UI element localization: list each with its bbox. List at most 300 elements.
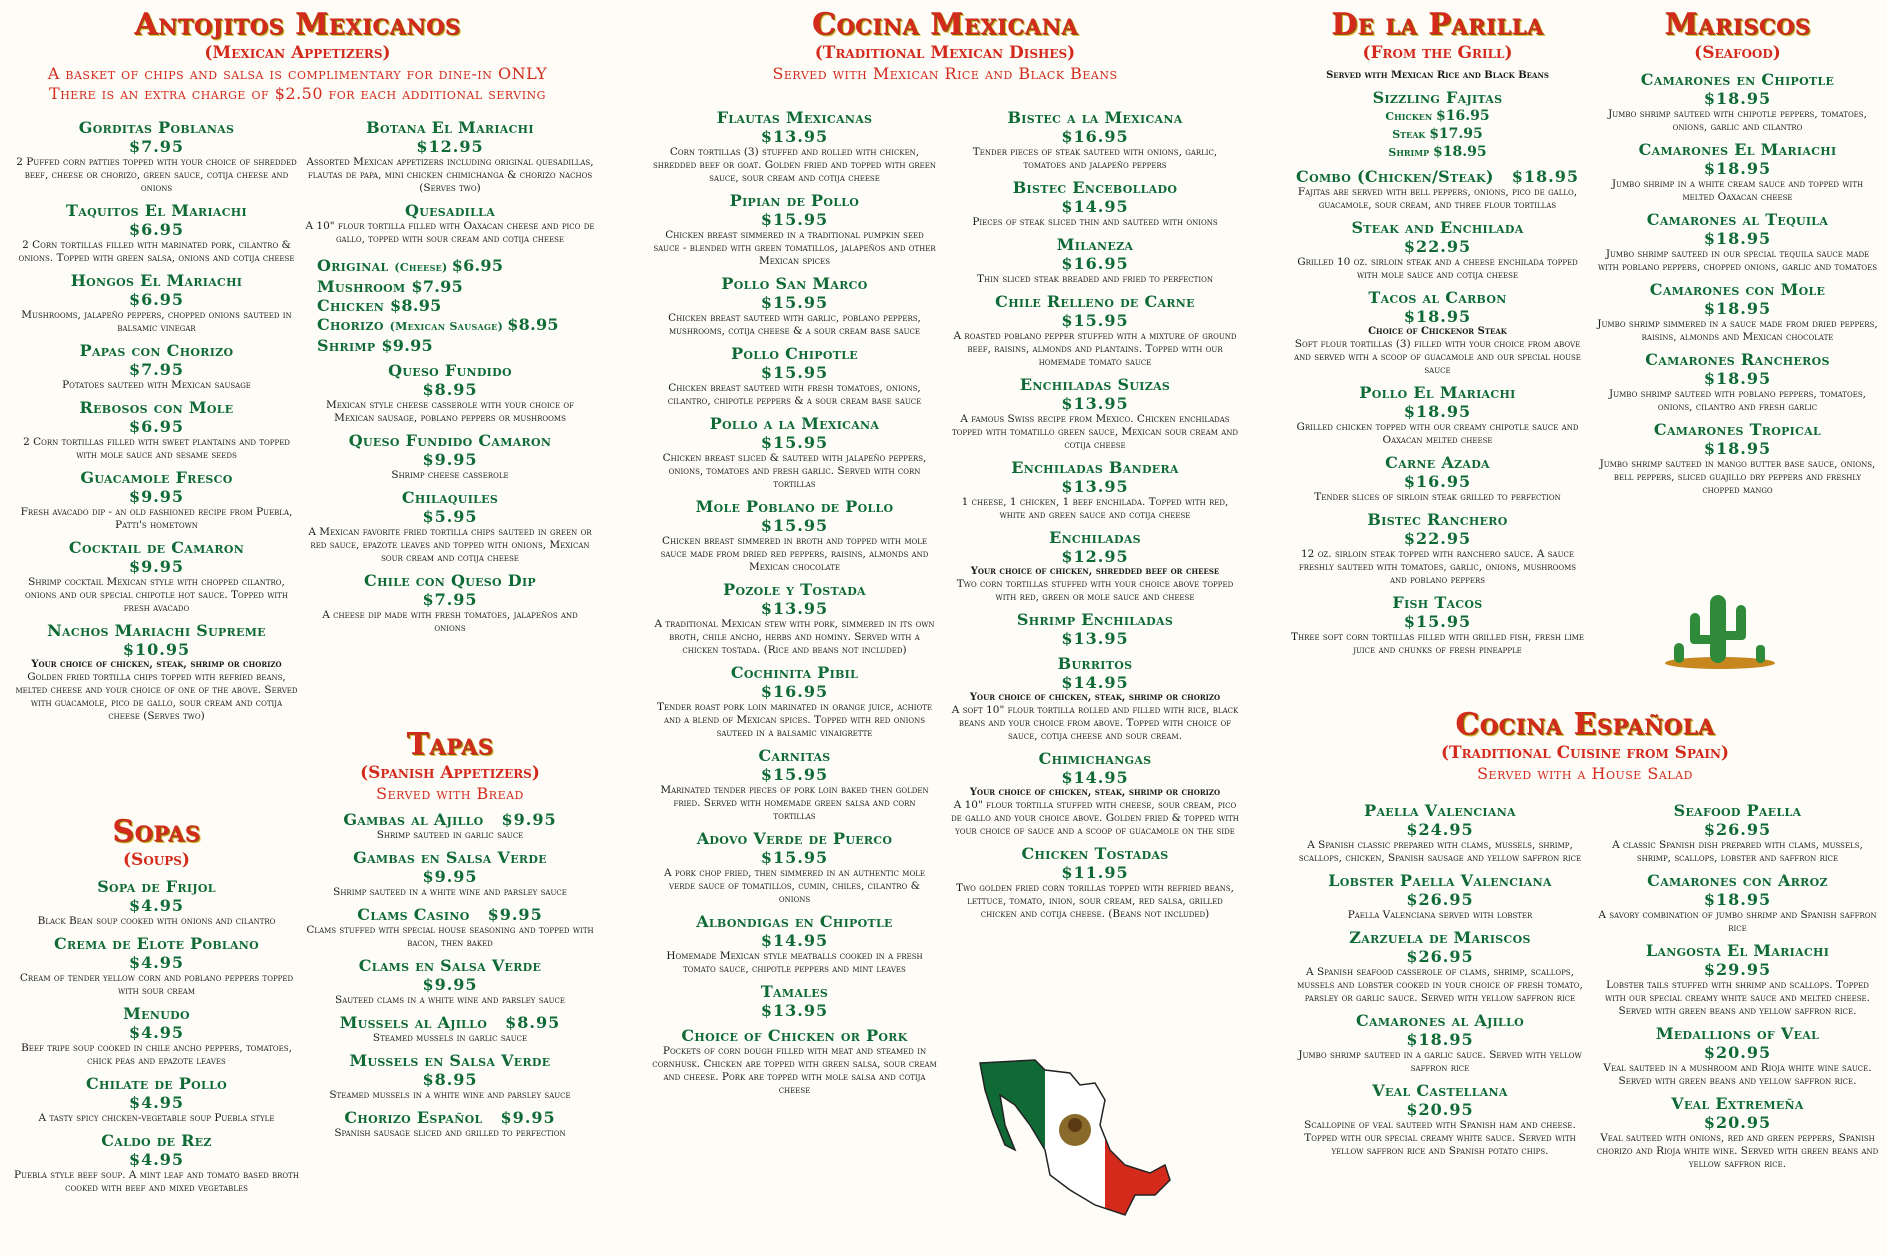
item-name: Queso Fundido: [388, 361, 512, 380]
quesadilla-option: [317, 315, 595, 336]
tapas-section: [305, 728, 595, 1140]
option-name: Original: [317, 256, 395, 275]
menu-item: [14, 877, 299, 928]
antojitos-right-column: [305, 112, 595, 635]
item-name: Chimichangas: [1038, 749, 1152, 768]
item-price: $18.95: [1703, 229, 1772, 248]
item-price: $8.95: [505, 1013, 561, 1032]
menu-item: [305, 571, 595, 635]
antojitos-note-1: A basket of chips and salsa is complimentary for dine-in ONLY: [47, 64, 548, 83]
menu-item: [1595, 1094, 1880, 1171]
menu-item: [1290, 167, 1585, 212]
item-description: Jumbo shrimp simmered in a sauce made from dried peppers, raisins, almonds and Mexican chocolate: [1597, 318, 1878, 343]
item-price: $26.95: [1703, 820, 1772, 839]
menu-item: [305, 361, 595, 425]
item-description: Tender pieces of steak sauteed with onions, garlic, tomatoes and jalapeño peppers: [972, 146, 1218, 171]
option-price: $8.95: [507, 315, 559, 334]
menu-item: [305, 1013, 595, 1045]
item-price: $13.95: [1061, 477, 1129, 496]
item-price: $13.95: [1061, 394, 1129, 413]
sopas-section: [14, 815, 299, 1195]
item-name: Camarones al Ajillo: [1355, 1011, 1524, 1030]
antojitos-subtitle: (Mexican Appetizers): [204, 43, 391, 63]
item-description: Veal sauteed with onions, red and green peppers, Spanish chorizo and Rioja white wine. Served with green beans and yellow saffron rice.: [1596, 1132, 1879, 1170]
item-price: $13.95: [760, 1001, 829, 1020]
menu-item: [652, 982, 937, 1020]
menu-item: [14, 201, 299, 265]
item-name: Tacos al Carbon: [1368, 288, 1507, 307]
item-description: 12 oz. sirloin steak topped with ranchero sauce. A sauce freshly sauteed with tomatoes, garlic, onions, mushrooms and poblano peppers: [1298, 548, 1577, 586]
item-price: $20.95: [1703, 1113, 1772, 1132]
item-description: Chicken breast sliced & sauteed with jalapeño peppers, onions, tomatoes and fresh garlic. Served with corn tortillas: [662, 452, 927, 490]
item-price: $18.95: [1703, 89, 1772, 108]
item-price: $13.95: [1061, 629, 1129, 648]
item-name: Camarones Tropical: [1653, 420, 1822, 439]
item-description: Paella Valenciana served with lobster: [1347, 909, 1533, 921]
parilla-section: [1290, 8, 1585, 657]
item-name: Mussels al Ajillo: [339, 1013, 488, 1032]
espanola-right-column: [1595, 795, 1880, 1171]
item-price: $11.95: [1061, 863, 1129, 882]
item-name: Pollo San Marco: [721, 274, 868, 293]
item-description: Chicken breast simmered in broth and topped with mole sauce made from dried red peppers, raisins, almonds and Mexican chocolate: [660, 535, 929, 573]
item-price: $6.95: [128, 417, 185, 436]
item-price: $9.95: [487, 905, 543, 924]
item-name: Langosta El Mariachi: [1645, 941, 1830, 960]
item-price: $15.95: [760, 848, 829, 867]
menu-item: [1595, 801, 1880, 865]
item-description: Chicken breast sauteed with garlic, poblano peppers, mushrooms, cotija cheese & a sour cream base sauce: [668, 312, 921, 337]
item-name: Steak and Enchilada: [1351, 218, 1524, 237]
menu-item: [305, 118, 595, 195]
espanola-title: Cocina Española: [1455, 707, 1715, 742]
item-price: $18.95: [1403, 307, 1472, 326]
item-price: $4.95: [128, 1023, 185, 1042]
item-price: $12.95: [416, 137, 484, 156]
menu-item: [1290, 218, 1585, 282]
item-name: Bistec Ranchero: [1367, 510, 1508, 529]
item-name: Shrimp Enchiladas: [1016, 610, 1174, 629]
menu-item: [1595, 210, 1880, 274]
item-price: $26.95: [1406, 890, 1474, 909]
option-price: $16.95: [1436, 108, 1490, 124]
item-name: Tamales: [760, 982, 829, 1001]
menu-item: [14, 398, 299, 462]
item-price: $13.95: [760, 127, 829, 146]
cocina-right-column: [950, 102, 1240, 921]
item-name: Combo (Chicken/Steak): [1296, 167, 1494, 186]
mariscos-subtitle: (Seafood): [1694, 43, 1781, 63]
menu-item: [652, 746, 937, 823]
item-description: Steamed mussels in a white wine and parsley sauce: [329, 1089, 571, 1101]
item-name: Camarones con Mole: [1649, 280, 1826, 299]
item-name: Seafood Paella: [1673, 801, 1802, 820]
item-price: $10.95: [122, 640, 191, 659]
item-name: Cocktail de Camaron: [68, 538, 245, 557]
item-name: Quesadilla: [404, 201, 496, 220]
item-price: $4.95: [128, 1093, 185, 1112]
item-description: Grilled 10 oz. sirloin steak and a cheese enchilada topped with mole sauce and cotija cheese: [1297, 256, 1578, 281]
item-name: Caldo de Rez: [101, 1131, 212, 1150]
espanola-section: [1290, 708, 1880, 784]
item-name: Rebosos con Mole: [79, 398, 234, 417]
item-price: $8.95: [422, 1070, 478, 1089]
menu-item: [950, 844, 1240, 921]
item-name: Burritos: [1057, 654, 1133, 673]
item-name: Chile con Queso Dip: [364, 571, 536, 590]
item-price: $15.95: [760, 765, 829, 784]
item-price: $15.95: [760, 516, 829, 535]
menu-item: [652, 912, 937, 976]
item-price: $18.95: [1703, 369, 1772, 388]
menu-item: [1595, 941, 1880, 1018]
espanola-note: Served with a House Salad: [1477, 764, 1693, 783]
item-description: Clams stuffed with special house seasoning and topped with bacon, then baked: [306, 924, 594, 949]
menu-item: [305, 1108, 595, 1140]
menu-item: [652, 580, 937, 657]
item-name: Choice of Chicken or Pork: [681, 1026, 908, 1045]
menu-item: [1595, 420, 1880, 497]
item-price: $15.95: [760, 210, 829, 229]
item-price: $9.95: [422, 975, 478, 994]
item-price: $16.95: [1061, 254, 1129, 273]
item-name: Chorizo Español: [344, 1108, 483, 1127]
item-price: $7.95: [128, 360, 185, 379]
item-price: $9.95: [501, 810, 557, 829]
item-description: Jumbo shrimp sauteed in mango butter base sauce, onions, bell peppers, sliced guajillo dry peppers and freshly chopped mango: [1599, 458, 1876, 496]
item-description: A 10" flour tortilla stuffed with cheese, sour cream, pico de gallo and your choice above. Golden fried & topped with your choice of sauce and a scoop of guacamole on the side: [951, 799, 1239, 837]
item-price: $12.95: [1061, 547, 1129, 566]
menu-item: [652, 1026, 937, 1097]
option-price: $6.95: [451, 256, 504, 275]
item-name: Adovo Verde de Puerco: [696, 829, 893, 848]
item-description: Cream of tender yellow corn and poblano peppers topped with sour cream: [19, 972, 294, 997]
option-name: Mushroom: [317, 277, 412, 296]
item-price: $18.95: [1703, 159, 1772, 178]
menu-item: [950, 235, 1240, 286]
item-description: 1 cheese, 1 chicken, 1 beef enchilada. Topped with red, white and green sauce and cotija cheese: [961, 496, 1229, 521]
item-description: Shrimp cheese casserole: [391, 469, 509, 481]
quesadilla-option: [317, 256, 595, 277]
item-price: $18.95: [1703, 890, 1772, 909]
menu-item: [14, 1074, 299, 1125]
sopas-title: Sopas: [112, 814, 201, 849]
item-name: Menudo: [123, 1004, 190, 1023]
item-description: A cheese dip made with fresh tomatoes, jalapeños and onions: [322, 609, 578, 634]
menu-item: [1290, 928, 1590, 1005]
item-name: Mussels en Salsa Verde: [349, 1051, 551, 1070]
item-name: Bistec Encebollado: [1012, 178, 1178, 197]
menu-item: [652, 344, 937, 408]
item-name: Crema de Elote Poblano: [53, 934, 260, 953]
item-description: Mushrooms, jalapeño peppers, chopped onions sauteed in balsamic vinegar: [21, 309, 292, 334]
antojitos-note-2: There is an extra charge of $2.50 for each additional serving: [49, 84, 546, 103]
cocina-subtitle: (Traditional Mexican Dishes): [814, 43, 1076, 63]
option-price: $17.95: [1429, 126, 1483, 142]
item-description: Pieces of steak sliced thin and sauteed with onions: [972, 216, 1218, 228]
item-description: 2 Corn tortillas filled with marinated pork, cilantro & onions. Topped with green salsa, onions and cotija cheese: [18, 239, 295, 264]
item-description: Jumbo shrimp sauteed in our special tequila sauce made with poblano peppers, chopped onions, garlic and tomatoes: [1597, 248, 1878, 273]
menu-item: [950, 458, 1240, 522]
menu-item: [1595, 350, 1880, 414]
menu-item: [1290, 383, 1585, 447]
menu-item: [1290, 510, 1585, 587]
item-name: Sopa de Frijol: [97, 877, 216, 896]
item-description: Thin sliced steak breaded and fried to perfection: [977, 273, 1213, 285]
item-name: Veal Castellana: [1372, 1081, 1508, 1100]
menu-item: [1595, 1024, 1880, 1088]
option-name: Chorizo: [317, 315, 390, 334]
item-description: Shrimp cocktail Mexican style with chopped cilantro, onions and our special chipotle hot sauce. Topped with fresh avacado: [25, 576, 288, 614]
parilla-note: Served with Mexican Rice and Black Beans: [1326, 70, 1549, 81]
item-price: $24.95: [1406, 820, 1474, 839]
menu-item: [1290, 453, 1585, 504]
fajita-option: [1290, 143, 1585, 161]
item-price: $4.95: [128, 896, 185, 915]
item-description: Mexican style cheese casserole with your choice of Mexican sausage, poblano peppers or mushrooms: [326, 399, 574, 424]
quesadilla-option: [317, 277, 595, 296]
item-name: Camarones al Tequila: [1646, 210, 1829, 229]
menu-item: [14, 341, 299, 392]
item-price: $15.95: [760, 433, 829, 452]
item-description: Spanish sausage sliced and grilled to perfection: [334, 1127, 566, 1139]
item-name: Camarones El Mariachi: [1638, 140, 1837, 159]
item-name: Sizzling Fajitas: [1372, 88, 1503, 107]
item-price: $29.95: [1703, 960, 1772, 979]
item-description: A classic Spanish dish prepared with clams, mussels, shrimp, scallops, lobster and saffron rice: [1612, 839, 1863, 864]
item-name: Chicken Tostadas: [1021, 844, 1169, 863]
item-description: Soft flour tortillas (3) filled with your choice from above and served with a scoop of guacamole and our special house sauce: [1294, 338, 1581, 376]
item-price: $15.95: [1403, 612, 1472, 631]
option-extra: (Cheese): [394, 261, 452, 274]
item-name: Paella Valenciana: [1364, 801, 1516, 820]
sopas-subtitle: (Soups): [123, 850, 190, 870]
option-name: Chicken: [1385, 110, 1437, 123]
item-price: $14.95: [1061, 197, 1129, 216]
item-name: Clams Casino: [357, 905, 470, 924]
item-description: Tender slices of sirloin steak grilled to perfection: [1314, 491, 1561, 503]
item-name: Papas con Chorizo: [79, 341, 234, 360]
item-description: Three soft corn tortillas filled with grilled fish, fresh lime juice and chunks of fresh pineapple: [1290, 631, 1585, 656]
item-name: Taquitos El Mariachi: [66, 201, 247, 220]
menu-item: [14, 468, 299, 532]
item-description: 2 Corn tortillas filled with sweet plantains and topped with mole sauce and sesame seeds: [23, 436, 290, 461]
item-description: A famous Swiss recipe from Mexico. Chicken enchiladas topped with tomatillo green sauce, Mexican sour cream and cotija cheese: [951, 413, 1239, 451]
menu-item: [1595, 280, 1880, 344]
item-description: Assorted Mexican appetizers including original quesadillas, flautas de papa, mini chicken chimichanga & chorizo nachos (Serves two): [306, 156, 594, 194]
antojitos-section: [10, 8, 585, 104]
antojitos-title: Antojitos Mexicanos: [134, 7, 461, 42]
item-name: Chile Relleno de Carne: [995, 292, 1195, 311]
menu-item: [305, 488, 595, 565]
item-name: Gorditas Poblanas: [78, 118, 235, 137]
item-price: $16.95: [1403, 472, 1472, 491]
item-description: Two golden fried corn torillas topped with refried beans, lettuce, tomato, inion, sour cream, red salsa, grilled chicken and cotija cheese. (Beans not included): [955, 882, 1234, 920]
item-name: Enchiladas Suizas: [1019, 375, 1171, 394]
item-description: Steamed mussels in garlic sauce: [372, 1032, 528, 1044]
menu-item: [950, 528, 1240, 604]
item-price: $6.95: [128, 220, 185, 239]
item-price: $18.95: [1511, 167, 1579, 186]
item-price: $4.95: [128, 1150, 185, 1169]
menu-item: [1290, 1011, 1590, 1075]
item-price: $20.95: [1406, 1100, 1474, 1119]
item-description: 2 Puffed corn patties topped with your choice of shredded beef, cheese or chorizo, green sauce, cotija cheese and onions: [16, 156, 297, 194]
item-description: Jumbo shrimp sauteed in a garlic sauce. Served with yellow saffron rice: [1298, 1049, 1582, 1074]
menu-item: [1595, 140, 1880, 204]
item-price: $9.95: [128, 487, 185, 506]
item-price: $15.95: [760, 293, 829, 312]
item-name: Milaneza: [1056, 235, 1134, 254]
item-name: Veal Extremeña: [1671, 1094, 1804, 1113]
cocina-left-column: [652, 102, 937, 1097]
fajita-option: [1290, 125, 1585, 143]
menu-item: [14, 1131, 299, 1195]
item-name: Queso Fundido Camaron: [348, 431, 552, 450]
item-header: [305, 1013, 595, 1032]
menu-item: [1290, 871, 1590, 922]
menu-item: [305, 905, 595, 950]
option-name: Shrimp: [317, 336, 382, 355]
item-price: $9.95: [128, 557, 185, 576]
item-description: A Spanish seafood casserole of clams, shrimp, scallops, mussels and lobster cooked in your choice of fresh tomato, parsley or garlic sauce. Served with yellow saffron rice: [1297, 966, 1583, 1004]
option-price: $7.95: [411, 277, 464, 296]
item-description: Two corn tortillas stuffed with your choice above topped with red, green or mole sauce and cheese: [956, 578, 1234, 603]
item-price: $18.95: [1703, 439, 1772, 458]
item-price: $22.95: [1403, 529, 1472, 548]
item-choice: Your choice of chicken, shredded beef or cheese: [970, 566, 1220, 577]
menu-item: [14, 118, 299, 195]
item-description: A 10" flour tortilla filled with Oaxacan cheese and pico de gallo, topped with sour cream and cotija cheese: [305, 220, 595, 245]
item-price: $5.95: [422, 507, 478, 526]
option-extra: (Mexican Sausage): [389, 320, 508, 333]
item-price: $14.95: [1061, 673, 1129, 692]
item-choice: Your choice of chicken, steak, shrimp or chorizo: [31, 659, 282, 670]
item-name: Pollo El Mariachi: [1359, 383, 1516, 402]
item-description: A Mexican favorite fried tortilla chips sauteed in green or red sauce, epazote leaves and topped with onions, Mexican sour cream and cotija cheese: [308, 526, 592, 564]
item-name: Nachos Mariachi Supreme: [47, 621, 266, 640]
item-description: A soft 10" flour tortilla rolled and filled with rice, black beans and your choice from above. Topped with choice of sauce, cotija cheese and sour cream.: [951, 704, 1239, 742]
menu-item: [652, 191, 937, 268]
tapas-subtitle: (Spanish Appetizers): [360, 763, 540, 783]
item-name: Medallions of Veal: [1655, 1024, 1820, 1043]
item-name: Zarzuela de Mariscos: [1349, 928, 1531, 947]
item-price: $18.95: [1403, 402, 1472, 421]
menu-item: [950, 654, 1240, 743]
item-description: A tasty spicy chicken-vegetable soup Puebla style: [38, 1112, 275, 1124]
menu-item: [652, 497, 937, 574]
item-description: Jumbo shrimp in a white cream sauce and topped with melted Oaxacan cheese: [1611, 178, 1864, 203]
item-name: Fish Tacos: [1392, 593, 1483, 612]
item-price: $13.95: [760, 599, 829, 618]
item-price: $6.95: [128, 290, 185, 309]
item-name: Camarones en Chipotle: [1640, 70, 1835, 89]
item-description: Beef tripe soup cooked in chile ancho peppers, tomatoes, chick peas and epazote leaves: [21, 1042, 292, 1067]
item-description: Shrimp sauteed in garlic sauce: [376, 829, 524, 841]
menu-item: [1595, 871, 1880, 935]
item-description: Chicken breast sauteed with fresh tomatoes, onions, cilantro, chipotle peppers & a sour cream base sauce: [667, 382, 922, 407]
option-name: Steak: [1392, 128, 1430, 141]
item-name: Botana El Mariachi: [366, 118, 534, 137]
item-description: Fajitas are served with bell peppers, onions, pico de gallo, guacamole, sour cream, and three flour tortillas: [1297, 186, 1578, 211]
item-description: Corn tortillas (3) stuffed and rolled with chicken, shredded beef or goat. Golden fried and topped with green sauce, sour cream and cotija cheese: [652, 146, 937, 184]
item-name: Hongos El Mariachi: [70, 271, 243, 290]
item-name: Flautas Mexicanas: [716, 108, 873, 127]
menu-item: [950, 292, 1240, 369]
item-name: Lobster Paella Valenciana: [1328, 871, 1552, 890]
option-price: $18.95: [1433, 144, 1487, 160]
item-name: Gambas al Ajillo: [343, 810, 484, 829]
menu-item: [1595, 70, 1880, 134]
menu-item: [305, 201, 595, 246]
item-header: [1290, 167, 1585, 186]
menu-item: [305, 848, 595, 899]
item-description: A roasted poblano pepper stuffed with a mixture of ground beef, raisins, almonds and plantains. Topped with our homemade tomato sauce: [953, 330, 1237, 368]
menu-item: [305, 431, 595, 482]
item-choice: Choice of Chickenor Steak: [1368, 326, 1507, 337]
tapas-title: Tapas: [406, 727, 494, 762]
item-name: Carne Azada: [1385, 453, 1490, 472]
menu-item: [305, 1051, 595, 1102]
item-header: [305, 810, 595, 829]
item-name: Camarones con Arroz: [1647, 871, 1828, 890]
item-name: Pozole y Tostada: [723, 580, 866, 599]
option-price: $8.95: [390, 296, 442, 315]
item-price: $16.95: [760, 682, 829, 701]
menu-item: [652, 108, 937, 185]
item-name: Carnitas: [758, 746, 831, 765]
item-name: Chilaquiles: [401, 488, 499, 507]
item-description: Tender roast pork loin marinated in orange juice, achiote and a blend of Mexican spices. Topped with red onions sauteed in a balsamic vinaigrette: [657, 701, 932, 739]
item-name: Gambas en Salsa Verde: [353, 848, 547, 867]
item-description: Shrimp sauteed in a white wine and parsley sauce: [333, 886, 567, 898]
item-name: Cochinita Pibil: [730, 663, 859, 682]
menu-item: [14, 621, 299, 723]
item-name: Clams en Salsa Verde: [358, 956, 542, 975]
menu-item: [950, 610, 1240, 648]
item-price: $8.95: [422, 380, 478, 399]
item-name: Mole Poblano de Pollo: [695, 497, 894, 516]
item-name: Pollo a la Mexicana: [709, 414, 880, 433]
item-price: $7.95: [128, 137, 185, 156]
item-price: $9.95: [422, 867, 478, 886]
fajita-option: [1290, 107, 1585, 125]
mexico-flag-map-icon: [975, 1055, 1175, 1220]
item-price: $15.95: [1061, 311, 1129, 330]
item-description: Sauteed clams in a white wine and parsley sauce: [335, 994, 565, 1006]
item-price: $14.95: [1061, 768, 1129, 787]
item-description: Veal sauteed in a mushroom and Rioja white wine sauce. Served with green beans and yellow saffron rice.: [1603, 1062, 1872, 1087]
tapas-note: Served with Bread: [376, 784, 524, 803]
option-name: Shrimp: [1388, 146, 1433, 159]
menu-item: [1290, 288, 1585, 377]
item-name: Enchiladas: [1049, 528, 1141, 547]
antojitos-left-column: [14, 112, 299, 723]
menu-item: [652, 414, 937, 491]
item-description: Grilled chicken topped with our creamy chipotle sauce and Oaxacan melted cheese: [1296, 421, 1579, 446]
parilla-subtitle: (From the Grill): [1362, 43, 1513, 63]
item-price: $14.95: [760, 931, 829, 950]
quesadilla-option: [317, 336, 595, 355]
item-name: Camarones Rancheros: [1645, 350, 1830, 369]
cocina-section: [650, 8, 1240, 84]
menu-item: [652, 663, 937, 740]
menu-item: [1290, 801, 1590, 865]
item-price: $9.95: [500, 1108, 556, 1127]
item-description: Fresh avacado dip - an old fashioned recipe from Puebla, Patti's hometown: [20, 506, 293, 531]
item-name: Guacamole Fresco: [80, 468, 233, 487]
menu-item: [950, 375, 1240, 452]
